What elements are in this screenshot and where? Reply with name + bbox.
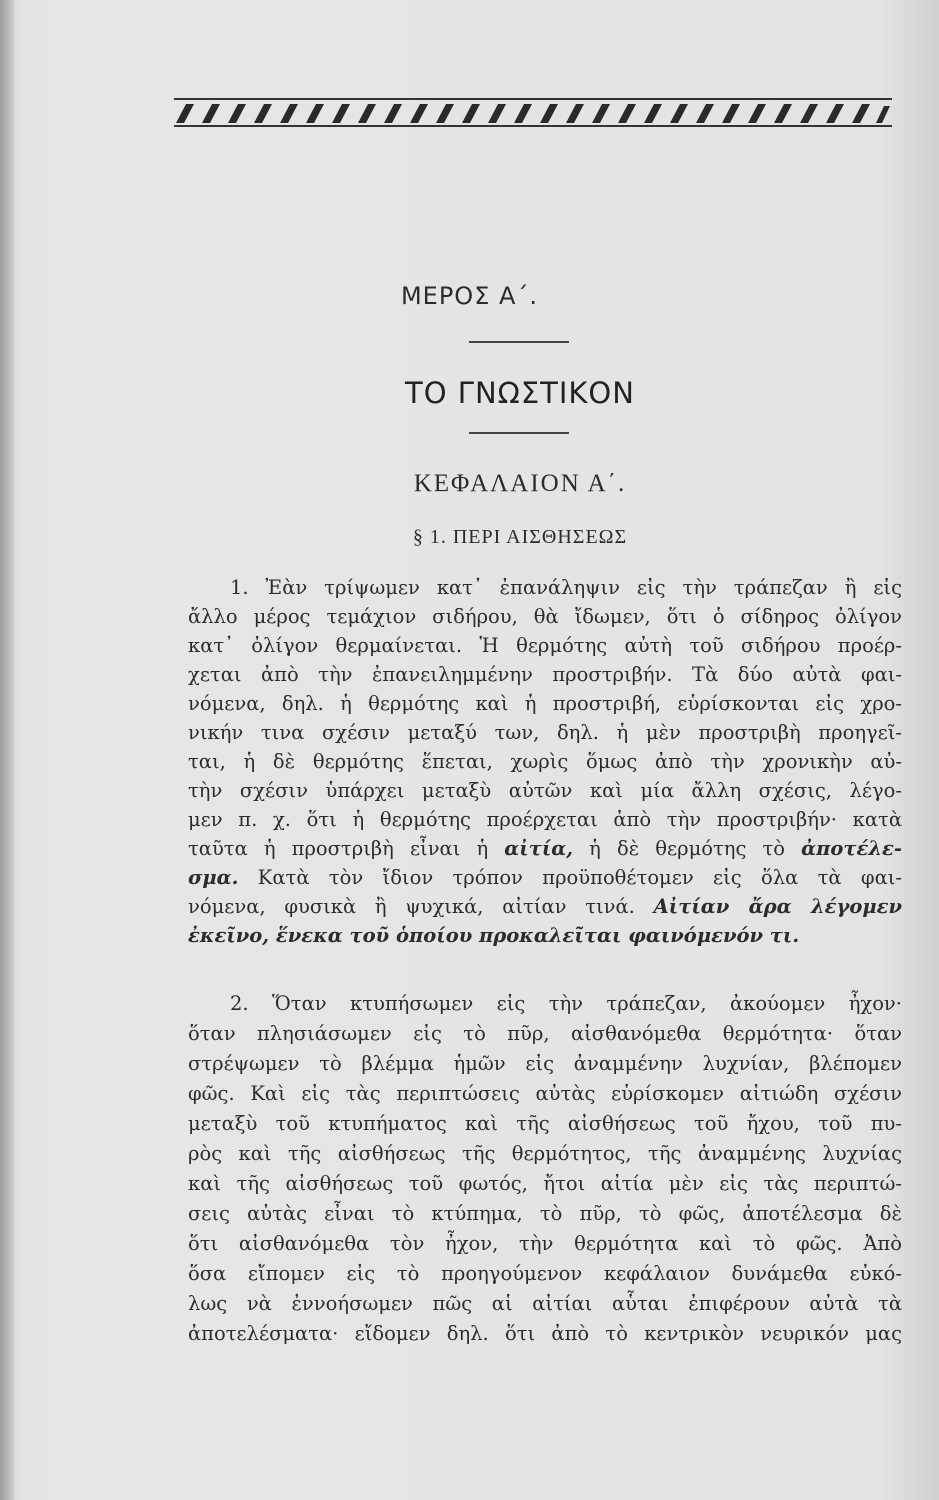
emphasis-effect: ἀποτέλε- — [801, 837, 903, 860]
text-line: μεν π. χ. ὅτι ἡ θερμότης προέρχεται ἀπὸ τὴν προστριβήν· κατὰ — [188, 808, 902, 831]
definition-emphasis: Αἰτίαν ἄρα λέγομεν — [653, 895, 903, 918]
text-line: ται, ἡ δὲ θερμότης ἕπεται, χωρὶς ὅμως ἀπὸ τὴν χρονικὴν αὐ- — [188, 750, 902, 773]
text-line: ἄλλο μέρος τεμάχιον σιδήρου, θὰ ἴδωμεν, ὅτι ὁ σίδηρος ὀλίγον — [188, 605, 902, 628]
text-line: 1. Ἐὰν τρίψωμεν κατ᾽ ἐπανάληψιν εἰς τὴν τράπεζαν ἢ εἰς — [230, 576, 902, 599]
part-title: ΜΕΡΟΣ Α΄. — [400, 282, 539, 310]
text-run: ἡ δὲ θερμότης τὸ — [589, 837, 786, 860]
text-line: ρὸς καὶ τῆς αἰσθήσεως τῆς θερμότητος, τῆς ἀναμμένης λυχνίας — [188, 1142, 902, 1165]
text-line: ὅταν πλησιάσωμεν εἰς τὸ πῦρ, αἰσθανόμεθα θερμότητα· ὅταν — [188, 1022, 902, 1045]
text-run: ταῦτα ἡ προστριβὴ εἶναι ἡ — [188, 837, 489, 860]
text-line: ὅσα εἴπομεν εἰς τὸ προηγούμενον κεφάλαιον δυνάμεθα εὐκό- — [188, 1262, 902, 1285]
decorative-border-ornament — [172, 96, 894, 130]
text-line: καὶ τῆς αἰσθήσεως τοῦ φωτός, ἤτοι αἰτία μὲν εἰς τὰς περιπτώ- — [188, 1172, 902, 1195]
text-line: λως νὰ ἐννοήσωμεν πῶς αἱ αἰτίαι αὗται ἐπιφέρουν αὐτὰ τὰ — [188, 1292, 902, 1315]
text-line: ὅτι αἰσθανόμεθα τὸν ἦχον, τὴν θερμότητα καὶ τὸ φῶς. Ἀπὸ — [188, 1232, 902, 1255]
book-title: ΤΟ ΓΝΩΣΤΙΚΟΝ — [405, 376, 635, 410]
text-line: 2. Ὅταν κτυπήσωμεν εἰς τὴν τράπεζαν, ἀκούομεν ἦχον· — [230, 992, 902, 1015]
emphasis-cause: αἰτία, — [504, 837, 574, 860]
text-line: κατ᾽ ὀλίγον θερμαίνεται. Ἡ θερμότης αὐτὴ τοῦ σιδήρου προέρ- — [188, 634, 902, 657]
divider-rule — [469, 432, 569, 434]
text-line: ἀποτελέσματα· εἴδομεν δηλ. ὅτι ἀπὸ τὸ κεντρικὸν νευρικόν μας — [188, 1322, 902, 1345]
text-line: τὴν σχέσιν ὑπάρχει μεταξὺ αὐτῶν καὶ μία ἄλλη σχέσις, λέγο- — [188, 779, 902, 802]
page-edge-shadow — [0, 0, 14, 1500]
divider-rule — [469, 341, 569, 343]
definition-emphasis-line: ἐκεῖνο, ἕνεκα τοῦ ὁποίου προκαλεῖται φαινόμενόν τι. — [188, 924, 800, 947]
text-line: φῶς. Καὶ εἰς τὰς περιπτώσεις αὐτὰς εὑρίσκομεν αἰτιώδη σχέσιν — [188, 1082, 902, 1105]
text-line: σεις αὐτὰς εἶναι τὸ κτύπημα, τὸ πῦρ, τὸ φῶς, ἀποτέλεσμα δὲ — [188, 1202, 902, 1225]
text-line: μεταξὺ τοῦ κτυπήματος καὶ τῆς αἰσθήσεως τοῦ ἤχου, τοῦ πυ- — [188, 1112, 902, 1135]
text-line — [188, 864, 902, 892]
section-title: § 1. ΠΕΡΙ ΑΙΣΘΗΣΕΩΣ — [412, 526, 628, 548]
text-line: στρέψωμεν τὸ βλέμμα ἡμῶν εἰς ἀναμμένην λυχνίαν, βλέπομεν — [188, 1052, 902, 1075]
text-line: χεται ἀπὸ τὴν ἐπανειλημμένην προστριβήν. Τὰ δύο αὐτὰ φαι- — [188, 663, 902, 686]
text-run: νόμενα, φυσικὰ ἢ ψυχικά, αἰτίαν τινά. — [188, 895, 635, 918]
text-run: Κατὰ τὸν ἴδιον τρόπον προϋποθέτομεν εἰς ὅλα τὰ φαι- — [257, 866, 902, 889]
text-line — [188, 893, 902, 921]
emphasis-effect-end: σμα. — [188, 866, 239, 889]
text-line — [188, 835, 902, 863]
chapter-title: ΚΕΦΑΛΑΙΟΝ Α΄. — [413, 470, 627, 497]
text-line: νικήν τινα σχέσιν μεταξύ των, δηλ. ἡ μὲν προστριβὴ προηγεῖ- — [188, 721, 902, 744]
text-line: νόμενα, δηλ. ἡ θερμότης καὶ ἡ προστριβή, εὑρίσκονται εἰς χρο- — [188, 692, 902, 715]
